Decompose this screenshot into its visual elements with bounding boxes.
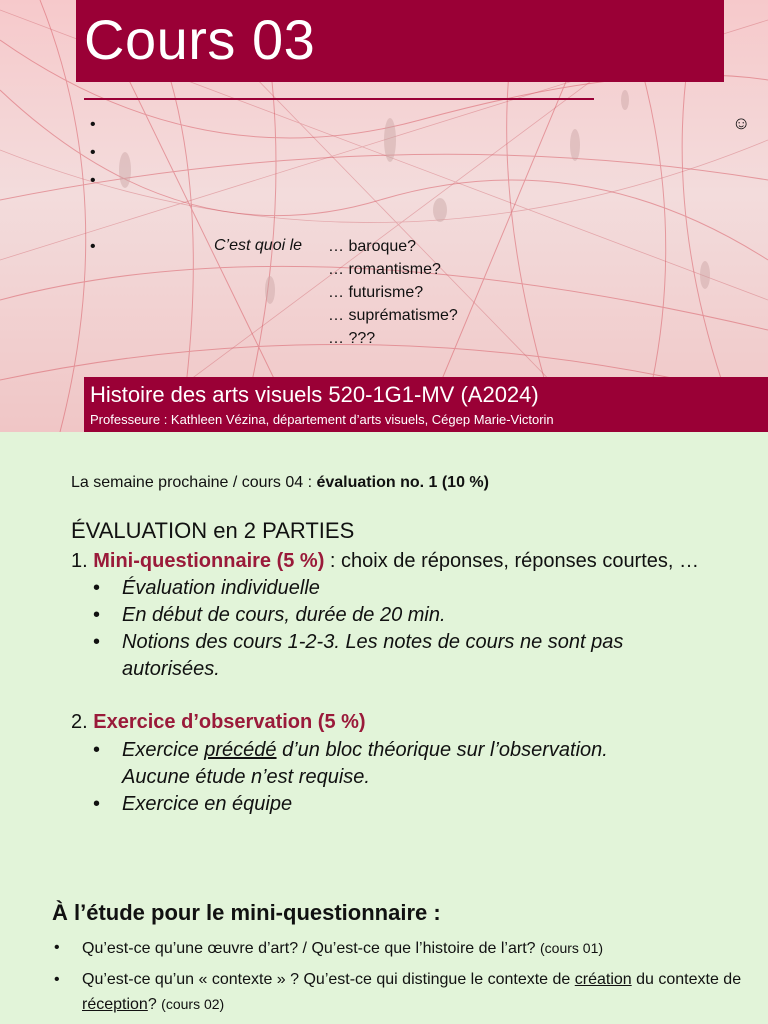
part-1-bullet-3-text-line2: autorisées. (122, 658, 220, 680)
part-2-bullet-2-text: Exercice en équipe (122, 793, 293, 815)
slide-title: Cours 03 (84, 8, 316, 71)
study-item-2-reception: réception (82, 996, 148, 1013)
part-1-line (71, 550, 699, 573)
study-item-2-part-b: du contexte de (631, 971, 742, 988)
bullet-glyph: • (54, 971, 60, 988)
movement-unknown: … ??? (328, 330, 376, 347)
part-2-number: 2. (71, 711, 94, 733)
course-title: Histoire des arts visuels 520-1G1-MV (A2024) (90, 382, 539, 407)
empty-bullet-1: • (90, 116, 96, 133)
part-2-bullet-1-before: Exercice (122, 739, 205, 761)
part-2-bullet-1-after: d’un bloc théorique sur l’observation. (276, 739, 608, 761)
slide-study-topics (0, 864, 768, 1024)
part-2-bullet-1-line2: Aucune étude n’est requise. (122, 766, 370, 788)
part-2-title: Exercice d’observation (5 %) (93, 711, 366, 733)
study-item-2-reference: (cours 02) (161, 996, 225, 1012)
empty-bullet-3: • (90, 172, 96, 189)
study-item-1-text (82, 936, 768, 961)
smiley-icon: ☺ (732, 113, 751, 133)
part-1-bullet-2-text: En début de cours, durée de 20 min. (122, 604, 446, 626)
study-item-2-creation: création (574, 971, 632, 988)
question-bullet: • (90, 238, 96, 255)
part-2-bullet-1-text (122, 737, 608, 764)
movement-suprematisme: … suprématisme? (328, 307, 458, 324)
evaluation-heading: ÉVALUATION en 2 PARTIES (71, 518, 355, 543)
next-week-evaluation: évaluation no. 1 (10 %) (316, 474, 489, 491)
bullet-glyph: • (93, 577, 101, 599)
movement-baroque: … baroque? (328, 238, 417, 255)
bullet-glyph: • (54, 939, 60, 956)
part-1-description: : choix de réponses, réponses courtes, … (324, 550, 700, 572)
bullet-glyph: • (93, 631, 101, 653)
study-item-2-part-c: ? (147, 996, 162, 1013)
bullet-glyph: • (93, 793, 101, 815)
study-heading: À l’étude pour le mini-questionnaire : (52, 900, 441, 925)
part-2-bullet-1-underlined: précédé (204, 739, 277, 761)
movement-romantisme: … romantisme? (328, 261, 441, 278)
bullet-glyph: • (93, 739, 101, 761)
part-1-number: 1. (71, 550, 94, 572)
next-week-note (71, 474, 489, 492)
study-item-1-reference: (cours 01) (540, 940, 604, 956)
empty-bullet-2: • (90, 144, 96, 161)
course-banner (84, 377, 768, 432)
question-prefix: C’est quoi le (214, 237, 303, 254)
slide-cours-03 (0, 0, 768, 432)
part-1-bullet-1-text: Évaluation individuelle (122, 577, 320, 599)
study-item-2-part-a: Qu’est-ce qu’un « contexte » ? Qu’est-ce qui distingue le contexte de (82, 971, 575, 988)
bullet-glyph: • (93, 604, 101, 626)
part-1-title: Mini-questionnaire (5 %) (93, 550, 325, 572)
movement-futurisme: … futurisme? (328, 284, 424, 301)
next-week-prefix: La semaine prochaine / cours 04 : (71, 474, 317, 491)
slide-evaluation (0, 432, 768, 864)
part-1-bullet-3-text: Notions des cours 1-2-3. Les notes de cours ne sont pas (122, 631, 624, 653)
course-subtitle: Professeure : Kathleen Vézina, département d’arts visuels, Cégep Marie-Victorin (90, 412, 554, 427)
part-2-line (71, 711, 366, 734)
study-item-2-text (82, 968, 768, 1017)
study-item-1-question: Qu’est-ce qu’une œuvre d’art? / Qu’est-ce que l’histoire de l’art? (82, 940, 540, 957)
title-underline (84, 98, 594, 100)
